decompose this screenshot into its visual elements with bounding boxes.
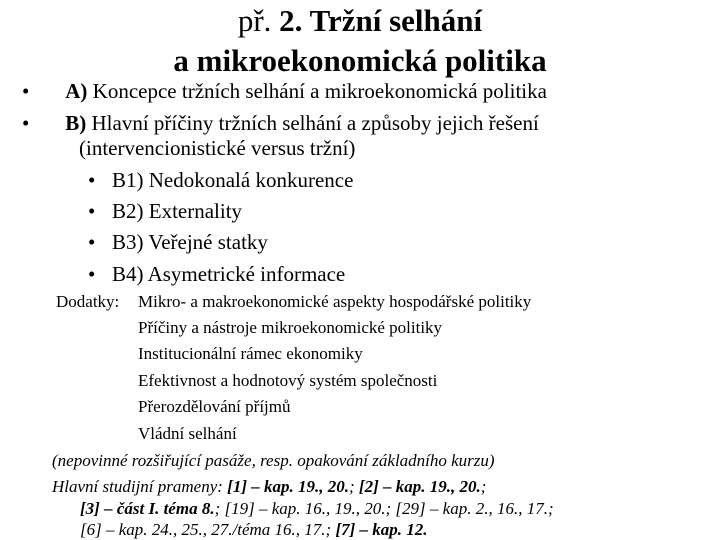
source-ref: [1] – kap. 19., 20. — [227, 477, 349, 496]
sub-bullet-text: B1) Nedokonalá konkurence — [112, 168, 354, 192]
bullet-b: • B) Hlavní příčiny tržních selhání a způsoby jejich řešení — [22, 111, 539, 135]
sub-bullet-b2: • B2) Externality — [88, 199, 243, 223]
bullet-a-prefix: A) — [65, 79, 88, 103]
dodatky-item: Příčiny a nástroje mikroekonomické politiky — [138, 318, 443, 337]
slide-title-line1 — [0, 4, 720, 38]
sub-bullet-b1: • B1) Nedokonalá konkurence — [88, 168, 354, 192]
bullet-b-prefix: B) — [65, 111, 87, 135]
source-ref: [2] – kap. 19., 20. — [358, 477, 481, 496]
source-ref: ; [19] – kap. 16., 19., 20.; [29] – kap. 2., 16., 17.; — [214, 499, 554, 518]
bullet-a: • A) Koncepce tržních selhání a mikroekonomická politika — [22, 79, 547, 103]
source-sep: ; — [480, 477, 487, 496]
bullet-b-text: Hlavní příčiny tržních selhání a způsoby jejich řešení — [86, 111, 539, 135]
source-ref: [7] – kap. 12. — [335, 520, 428, 539]
bullet-b-continuation: (intervencionistické versus tržní) — [79, 136, 356, 160]
source-ref: [6] – kap. 24., 25., 27./téma 16., 17.; — [80, 520, 336, 539]
source-ref: [3] – část I. téma 8. — [80, 499, 215, 518]
sub-bullet-text: B3) Veřejné statky — [112, 230, 268, 254]
dodatky-item: Institucionální rámec ekonomiky — [138, 344, 363, 363]
dodatky-item: Vládní selhání — [138, 424, 237, 443]
bullet-a-text: Koncepce tržních selhání a mikroekonomická politika — [87, 79, 547, 103]
sources-line2 — [80, 499, 554, 519]
slide-title-line2: a mikroekonomická politika — [173, 43, 547, 78]
sources-label: Hlavní studijní prameny: — [52, 477, 228, 496]
dodatky-item: Mikro- a makroekonomické aspekty hospodářské politiky — [138, 292, 532, 311]
dodatky-item: Přerozdělování příjmů — [138, 397, 291, 416]
sub-bullet-b4: • B4) Asymetrické informace — [88, 262, 346, 286]
dodatky-label: Dodatky: — [56, 292, 120, 311]
sources-line1 — [52, 477, 486, 497]
title-prefix: př. — [237, 3, 280, 38]
title-main: 2. Tržní selhání — [279, 3, 483, 38]
sources-line3 — [80, 520, 428, 540]
sub-bullet-text: B4) Asymetrické informace — [112, 262, 346, 286]
source-sep: ; — [349, 477, 359, 496]
dodatky-item: Efektivnost a hodnotový systém společnosti — [138, 371, 438, 390]
sub-bullet-text: B2) Externality — [112, 199, 243, 223]
sub-bullet-b3: • B3) Veřejné statky — [88, 230, 268, 254]
optional-note: (nepovinné rozšiřující pasáže, resp. opakování základního kurzu) — [52, 451, 495, 470]
